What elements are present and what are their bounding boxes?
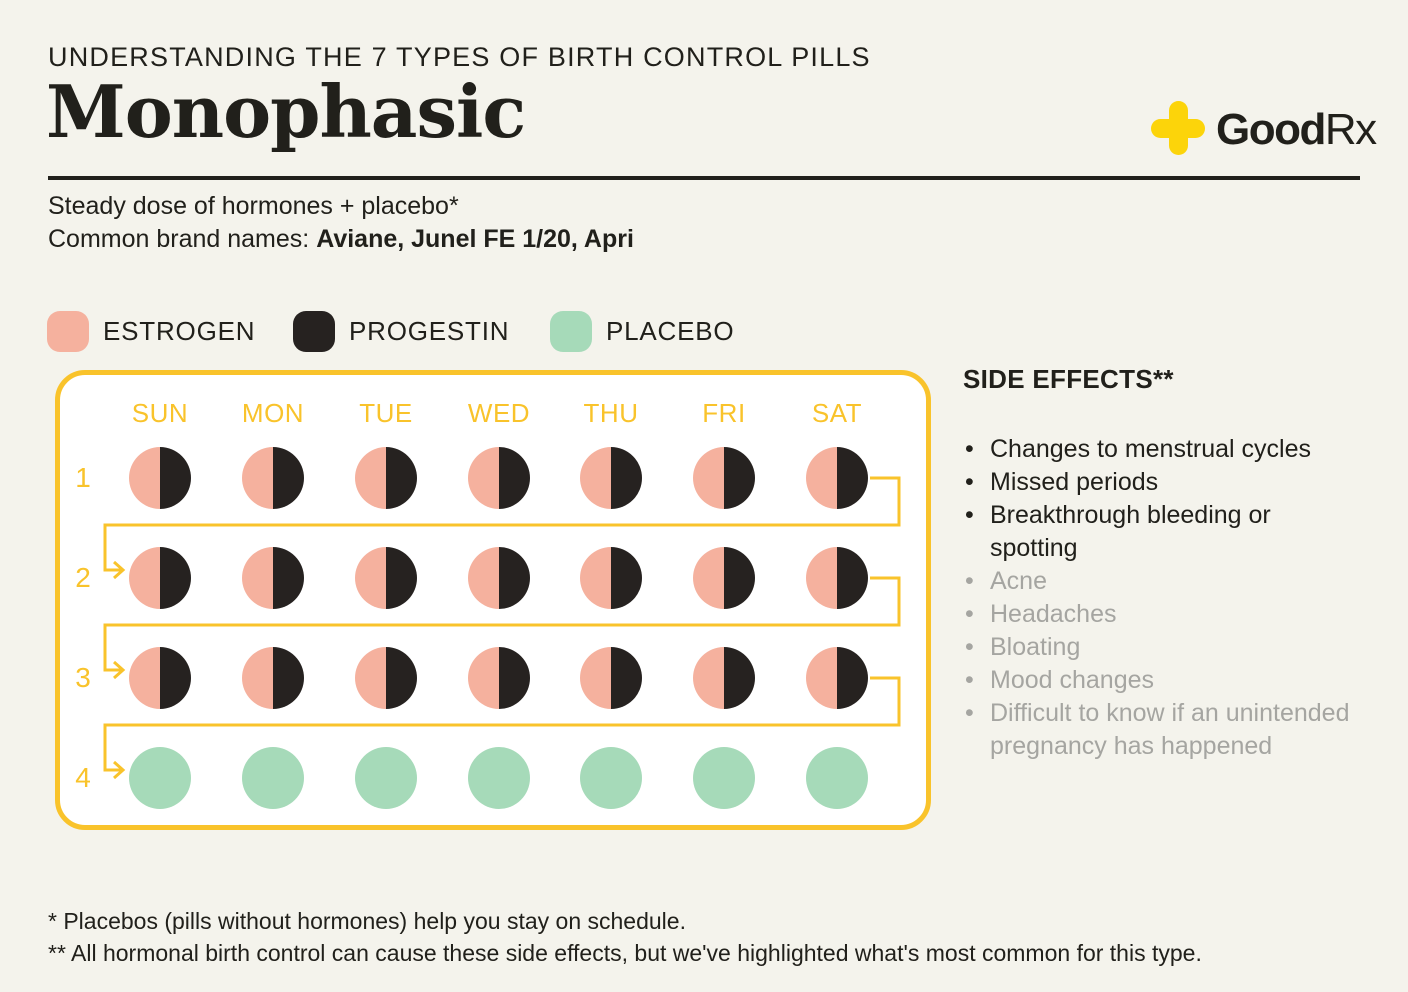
summary-block	[48, 190, 634, 256]
legend-label: PROGESTIN	[349, 316, 510, 346]
estrogen-progestin-pill	[242, 447, 304, 509]
estrogen-progestin-pill	[693, 447, 755, 509]
footnote-2: ** All hormonal birth control can cause these side effects, but we've highlighted what's most common for this type.	[48, 940, 1202, 966]
side-effects-list	[963, 433, 1365, 763]
day-label-wed: WED	[467, 398, 531, 428]
placebo-pill	[129, 747, 191, 809]
estrogen-progestin-pill	[355, 647, 417, 709]
placebo-pill	[468, 747, 530, 809]
placebo-pill	[355, 747, 417, 809]
estrogen-progestin-pill	[129, 547, 191, 609]
pill-pack-calendar	[55, 370, 931, 830]
estrogen-progestin-pill	[242, 647, 304, 709]
legend-item-progestin	[293, 311, 509, 352]
estrogen-progestin-pill	[693, 647, 755, 709]
day-label-mon: MON	[241, 398, 305, 428]
estrogen-progestin-pill	[468, 647, 530, 709]
side-effect-other: • Mood changes	[963, 664, 1365, 697]
legend-swatch-estrogen	[47, 311, 89, 352]
legend-label: ESTROGEN	[103, 316, 256, 346]
goodrx-logo	[1150, 100, 1376, 160]
summary-line-brands: Common brand names: Aviane, Junel FE 1/20, Apri	[48, 225, 634, 253]
page-title: Monophasic	[46, 69, 526, 154]
placebo-pill	[580, 747, 642, 809]
day-label-sun: SUN	[131, 398, 189, 428]
day-label-fri: FRI	[702, 398, 746, 428]
placebo-pill	[242, 747, 304, 809]
header-divider	[48, 176, 1360, 180]
side-effect-highlighted: • Breakthrough bleeding or spotting	[963, 499, 1365, 565]
goodrx-wordmark: GoodRx	[1216, 105, 1376, 154]
estrogen-progestin-pill	[693, 547, 755, 609]
side-effect-other: • Acne	[963, 565, 1365, 598]
legend-item-estrogen	[47, 311, 255, 352]
side-effect-highlighted: • Changes to menstrual cycles	[963, 433, 1365, 466]
legend-item-placebo	[550, 311, 734, 352]
goodrx-plus-icon	[1150, 100, 1206, 161]
estrogen-progestin-pill	[580, 447, 642, 509]
day-label-thu: THU	[583, 398, 639, 428]
estrogen-progestin-pill	[129, 647, 191, 709]
summary-line-dose: Steady dose of hormones + placebo*	[48, 192, 459, 220]
estrogen-progestin-pill	[580, 647, 642, 709]
estrogen-progestin-pill	[355, 547, 417, 609]
row-number-3: 3	[75, 662, 91, 693]
day-label-sat: SAT	[811, 398, 863, 428]
footnotes	[48, 905, 1202, 969]
estrogen-progestin-pill	[129, 447, 191, 509]
estrogen-progestin-pill	[580, 547, 642, 609]
placebo-pill	[806, 747, 868, 809]
estrogen-progestin-pill	[468, 547, 530, 609]
side-effect-highlighted: • Missed periods	[963, 466, 1365, 499]
footnote-1: * Placebos (pills without hormones) help you stay on schedule.	[48, 908, 686, 934]
legend-swatch-placebo	[550, 311, 592, 352]
row-number-1: 1	[75, 462, 91, 493]
day-label-tue: TUE	[359, 398, 413, 428]
row-number-4: 4	[75, 762, 91, 793]
estrogen-progestin-pill	[242, 547, 304, 609]
kicker-heading: UNDERSTANDING THE 7 TYPES OF BIRTH CONTROL PILLS	[48, 42, 871, 72]
estrogen-progestin-pill	[806, 547, 868, 609]
estrogen-progestin-pill	[468, 447, 530, 509]
legend-swatch-progestin	[293, 311, 335, 352]
side-effect-other: • Difficult to know if an unintended pregnancy has happened	[963, 697, 1365, 763]
side-effects-panel	[963, 364, 1365, 763]
estrogen-progestin-pill	[806, 447, 868, 509]
estrogen-progestin-pill	[806, 647, 868, 709]
legend-label: PLACEBO	[606, 316, 735, 346]
brand-names: Aviane, Junel FE 1/20, Apri	[316, 225, 634, 253]
side-effects-heading: SIDE EFFECTS**	[963, 364, 1174, 394]
side-effect-other: • Headaches	[963, 598, 1365, 631]
placebo-pill	[693, 747, 755, 809]
estrogen-progestin-pill	[355, 447, 417, 509]
side-effect-other: • Bloating	[963, 631, 1365, 664]
row-number-2: 2	[75, 562, 91, 593]
